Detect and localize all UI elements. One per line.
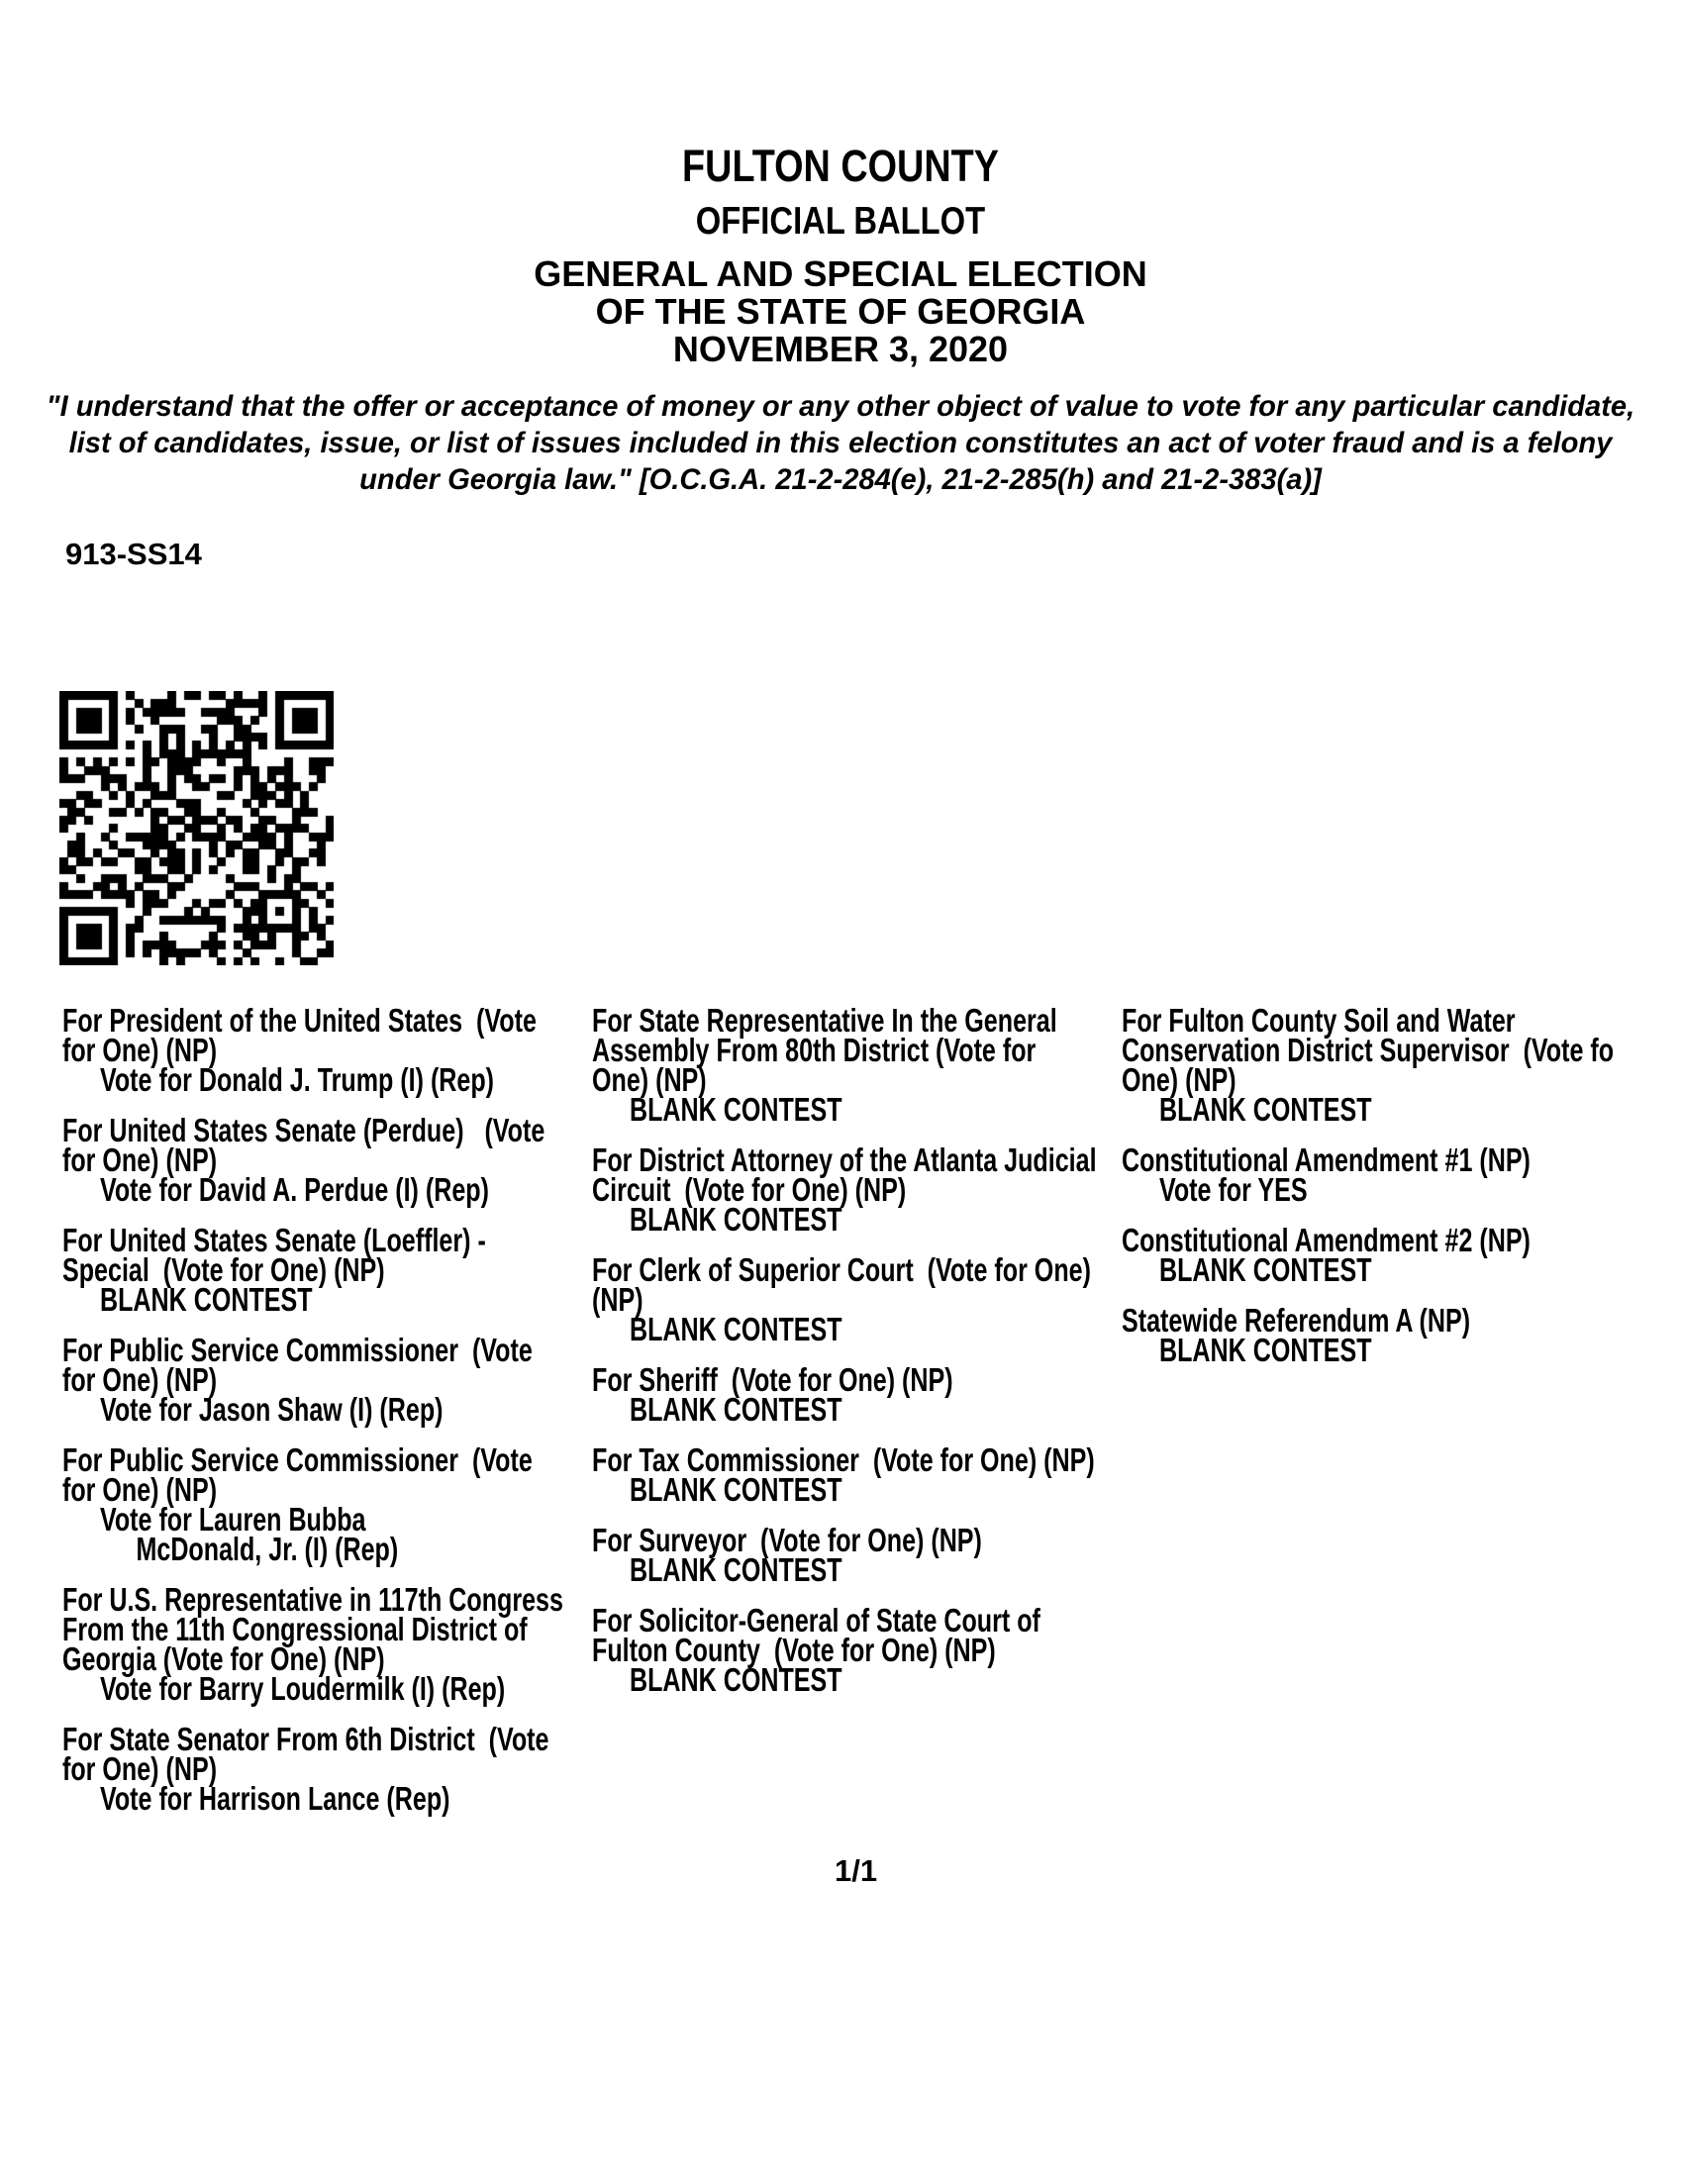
contest-block [592, 1602, 1097, 1698]
contest-heading-line: For Fulton County Soil and Water [1122, 1002, 1516, 1039]
contest-heading-line: For President of the United States (Vote [62, 1002, 537, 1039]
contest-heading-line: For Public Service Commissioner (Vote [62, 1332, 533, 1368]
contest-block [592, 1251, 1097, 1347]
contest-heading-line: For Solicitor-General of State Court of [592, 1602, 1040, 1638]
contest-heading-line: For United States Senate (Loeffler) - [62, 1222, 486, 1258]
election-title [0, 255, 1681, 368]
election-title-line: NOVEMBER 3, 2020 [672, 329, 1009, 369]
contest-result-line: Vote for Harrison Lance (Rep) [100, 1780, 450, 1817]
contest-heading-line: For Public Service Commissioner (Vote [62, 1441, 533, 1478]
contest-heading-line: For Tax Commissioner (Vote for One) (NP) [592, 1441, 1095, 1478]
contest-heading-line: From the 11th Congressional District of [62, 1611, 528, 1647]
contest-heading-line: For State Senator From 6th District (Vote [62, 1721, 549, 1757]
fraud-warning-line: "I understand that the offer or acceptance of money or any other object of value to vote for any particular candidate, [46, 390, 1635, 423]
contest-heading-line: Statewide Referendum A (NP) [1122, 1302, 1471, 1339]
contest-result-line: BLANK CONTEST [100, 1281, 313, 1318]
contest-result-line: Vote for YES [1159, 1171, 1308, 1208]
contest-result-line: BLANK CONTEST [630, 1391, 842, 1428]
contest-heading-line: One) (NP) [592, 1061, 707, 1098]
contest-block [1122, 1142, 1614, 1208]
election-title-line: OF THE STATE OF GEORGIA [595, 291, 1086, 332]
contest-result-line: BLANK CONTEST [630, 1661, 842, 1698]
contest-result-line: Vote for Barry Loudermilk (I) (Rep) [100, 1670, 506, 1707]
contest-block [62, 1721, 563, 1817]
contest-block [592, 1522, 1097, 1588]
contest-heading-line: for One) (NP) [62, 1032, 218, 1068]
contest-block [62, 1222, 563, 1318]
ballot-column-1 [62, 1002, 563, 1835]
contest-heading-line: for One) (NP) [62, 1750, 218, 1787]
contest-heading-line: Assembly From 80th District (Vote for [592, 1032, 1037, 1068]
contest-result-line: BLANK CONTEST [630, 1311, 842, 1347]
contest-result-line: BLANK CONTEST [1159, 1251, 1372, 1288]
fraud-warning [25, 388, 1655, 498]
contest-heading-line: One) (NP) [1122, 1061, 1236, 1098]
contest-block [592, 1002, 1097, 1128]
contest-result-line: BLANK CONTEST [1159, 1332, 1372, 1368]
contest-result-line: Vote for Donald J. Trump (I) (Rep) [100, 1061, 495, 1098]
fraud-warning-line: list of candidates, issue, or list of issues included in this election constitutes an act of voter fraud and is a felony [68, 427, 1613, 459]
qr-code [59, 691, 334, 965]
contest-result-line: BLANK CONTEST [630, 1091, 842, 1128]
contest-heading-line: Constitutional Amendment #2 (NP) [1122, 1222, 1531, 1258]
contest-result-line: Vote for Jason Shaw (I) (Rep) [100, 1391, 444, 1428]
ballot-title: OFFICIAL BALLOT [695, 200, 986, 243]
contest-result-line: Vote for David A. Perdue (I) (Rep) [100, 1171, 489, 1208]
ballot-style-code: 913-SS14 [65, 537, 202, 571]
contest-heading-line: For U.S. Representative in 117th Congress [62, 1581, 563, 1618]
election-title-line: GENERAL AND SPECIAL ELECTION [534, 253, 1147, 294]
contest-result-line: BLANK CONTEST [630, 1201, 842, 1238]
contest-result-line: McDonald, Jr. (I) (Rep) [136, 1531, 399, 1567]
contest-heading-line: Fulton County (Vote for One) (NP) [592, 1632, 996, 1668]
contest-heading-line: (NP) [592, 1281, 643, 1318]
contest-block [62, 1332, 563, 1428]
contest-heading-line: for One) (NP) [62, 1471, 218, 1508]
contest-block [62, 1112, 563, 1208]
contest-block [1122, 1002, 1615, 1128]
contest-heading-line: For United States Senate (Perdue) (Vote [62, 1112, 545, 1148]
contest-result-line: BLANK CONTEST [630, 1551, 842, 1588]
contest-heading-line: For District Attorney of the Atlanta Judicial [592, 1142, 1097, 1178]
fraud-warning-line: under Georgia law." [O.C.G.A. 21-2-284(e), 21-2-285(h) and 21-2-383(a)] [359, 463, 1322, 496]
contest-block [62, 1441, 563, 1567]
contest-result-line: BLANK CONTEST [630, 1471, 842, 1508]
contest-heading-line: Circuit (Vote for One) (NP) [592, 1171, 907, 1208]
page-number: 1/1 [835, 1853, 878, 1888]
contest-heading-line: for One) (NP) [62, 1142, 218, 1178]
contest-block [592, 1441, 1097, 1508]
contest-block [1122, 1222, 1614, 1288]
ballot-column-2 [592, 1002, 1097, 1716]
contest-heading-line: For State Representative In the General [592, 1002, 1057, 1039]
contest-block [62, 1002, 563, 1098]
contest-result-line: Vote for Lauren Bubba [100, 1501, 366, 1538]
contest-block [592, 1361, 1097, 1428]
contest-heading-line: Constitutional Amendment #1 (NP) [1122, 1142, 1531, 1178]
contest-heading-line: Georgia (Vote for One) (NP) [62, 1640, 385, 1677]
county-title: FULTON COUNTY [682, 141, 999, 191]
contest-heading-line: for One) (NP) [62, 1361, 218, 1398]
contest-heading-line: Special (Vote for One) (NP) [62, 1251, 385, 1288]
contest-block [592, 1142, 1097, 1238]
contest-block [1122, 1302, 1614, 1368]
ballot-column-3 [1122, 1002, 1615, 1386]
contest-result-line: BLANK CONTEST [1159, 1091, 1372, 1128]
contest-heading-line: For Sheriff (Vote for One) (NP) [592, 1361, 953, 1398]
contest-heading-line: For Clerk of Superior Court (Vote for One) [592, 1251, 1091, 1288]
contest-block [62, 1581, 563, 1707]
contest-heading-line: Conservation District Supervisor (Vote fo [1122, 1032, 1615, 1068]
contest-heading-line: For Surveyor (Vote for One) (NP) [592, 1522, 982, 1558]
